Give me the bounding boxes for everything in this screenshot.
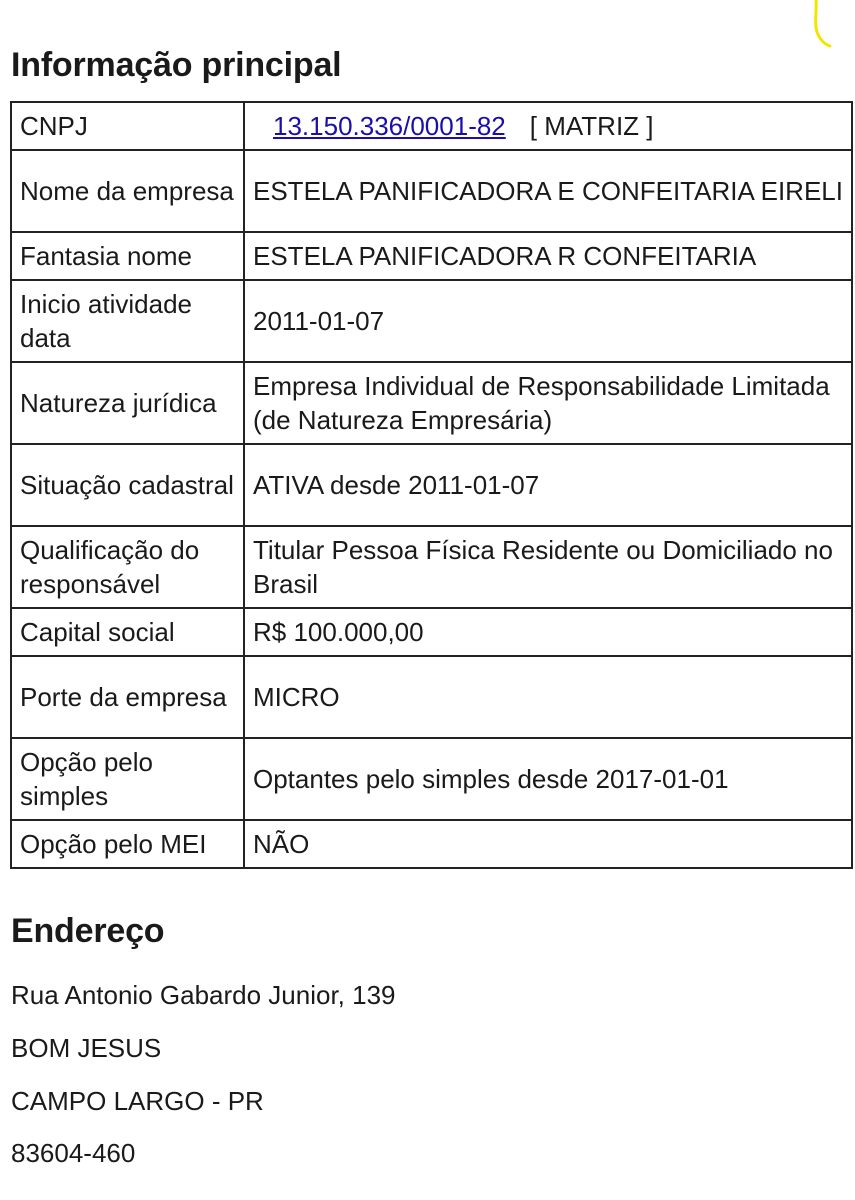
row-label: Qualificação do responsável: [11, 526, 244, 608]
row-value: Empresa Individual de Responsabilidade Limitada (de Natureza Empresária): [244, 362, 852, 444]
row-label: Situação cadastral: [11, 444, 244, 526]
row-value: ESTELA PANIFICADORA R CONFEITARIA: [244, 232, 852, 280]
table-row-simples: [11, 738, 852, 820]
table-row-trade-name: [11, 232, 852, 280]
row-label: Opção pelo simples: [11, 738, 244, 820]
row-value: Optantes pelo simples desde 2017-01-01: [244, 738, 852, 820]
row-value: MICRO: [244, 656, 852, 738]
table-row-start-date: [11, 280, 852, 362]
table-row-mei: [11, 820, 852, 868]
row-value: ESTELA PANIFICADORA E CONFEITARIA EIRELI: [244, 150, 852, 232]
address-title: Endereço: [11, 912, 165, 950]
row-value: ATIVA desde 2011-01-07: [244, 444, 852, 526]
row-value: R$ 100.000,00: [244, 608, 852, 656]
address-city-state: CAMPO LARGO - PR: [11, 1086, 264, 1116]
address-street: Rua Antonio Gabardo Junior, 139: [11, 980, 396, 1010]
table-row-company-size: [11, 656, 852, 738]
row-label: Nome da empresa: [11, 150, 244, 232]
company-info-table: [10, 101, 853, 869]
table-row-capital: [11, 608, 852, 656]
address-district: BOM JESUS: [11, 1033, 162, 1063]
row-label: Porte da empresa: [11, 656, 244, 738]
table-row-registration-status: [11, 444, 852, 526]
highlighter-mark: [808, 0, 838, 52]
row-label: Natureza jurídica: [11, 362, 244, 444]
table-row-cnpj: [11, 102, 852, 150]
row-label: Fantasia nome: [11, 232, 244, 280]
row-label: Inicio atividade data: [11, 280, 244, 362]
row-label: CNPJ: [11, 102, 244, 150]
table-row-legal-nature: [11, 362, 852, 444]
row-label: Opção pelo MEI: [11, 820, 244, 868]
row-value: NÃO: [244, 820, 852, 868]
row-value: 2011-01-07: [244, 280, 852, 362]
address-zip: 83604-460: [11, 1138, 136, 1168]
table-row-company-name: [11, 150, 852, 232]
row-value-cell: [244, 102, 852, 150]
table-row-responsible: [11, 526, 852, 608]
row-value: Titular Pessoa Física Residente ou Domiciliado no Brasil: [244, 526, 852, 608]
main-info-title: Informação principal: [11, 46, 342, 84]
cnpj-link[interactable]: 13.150.336/0001-82: [273, 111, 506, 141]
row-label: Capital social: [11, 608, 244, 656]
matriz-tag: [ MATRIZ ]: [529, 111, 654, 141]
